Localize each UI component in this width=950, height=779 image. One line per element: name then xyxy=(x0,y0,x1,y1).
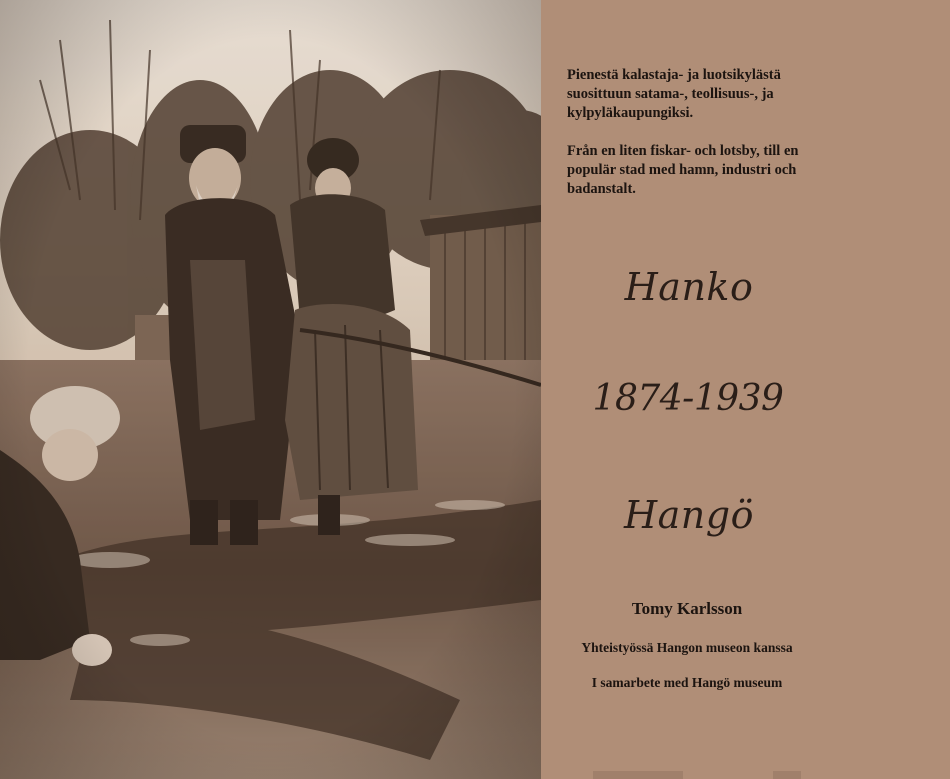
footer-strip xyxy=(593,771,683,779)
footer-decoration xyxy=(541,771,950,779)
credit-swedish: I samarbete med Hangö museum xyxy=(591,675,783,690)
intro-swedish: Från en liten fiskar- och lotsby, till en populär stad med hamn, industri och badanstalt. xyxy=(567,143,799,197)
footer-strip xyxy=(773,771,801,779)
title-finnish: Hanko xyxy=(624,265,754,309)
title-swedish: Hangö xyxy=(624,493,754,537)
author-name: Tomy Karlsson xyxy=(631,599,743,618)
intro-finnish: Pienestä kalastaja- ja luotsikylästä suosittuun satama-, teollisuus-, ja kylpyläkaupungiksi. xyxy=(567,67,781,121)
title-years: 1874-1939 xyxy=(592,378,784,419)
credit-finnish: Yhteistyössä Hangon museon kanssa xyxy=(581,640,793,655)
intro-text xyxy=(567,66,817,218)
text-panel xyxy=(541,0,950,779)
